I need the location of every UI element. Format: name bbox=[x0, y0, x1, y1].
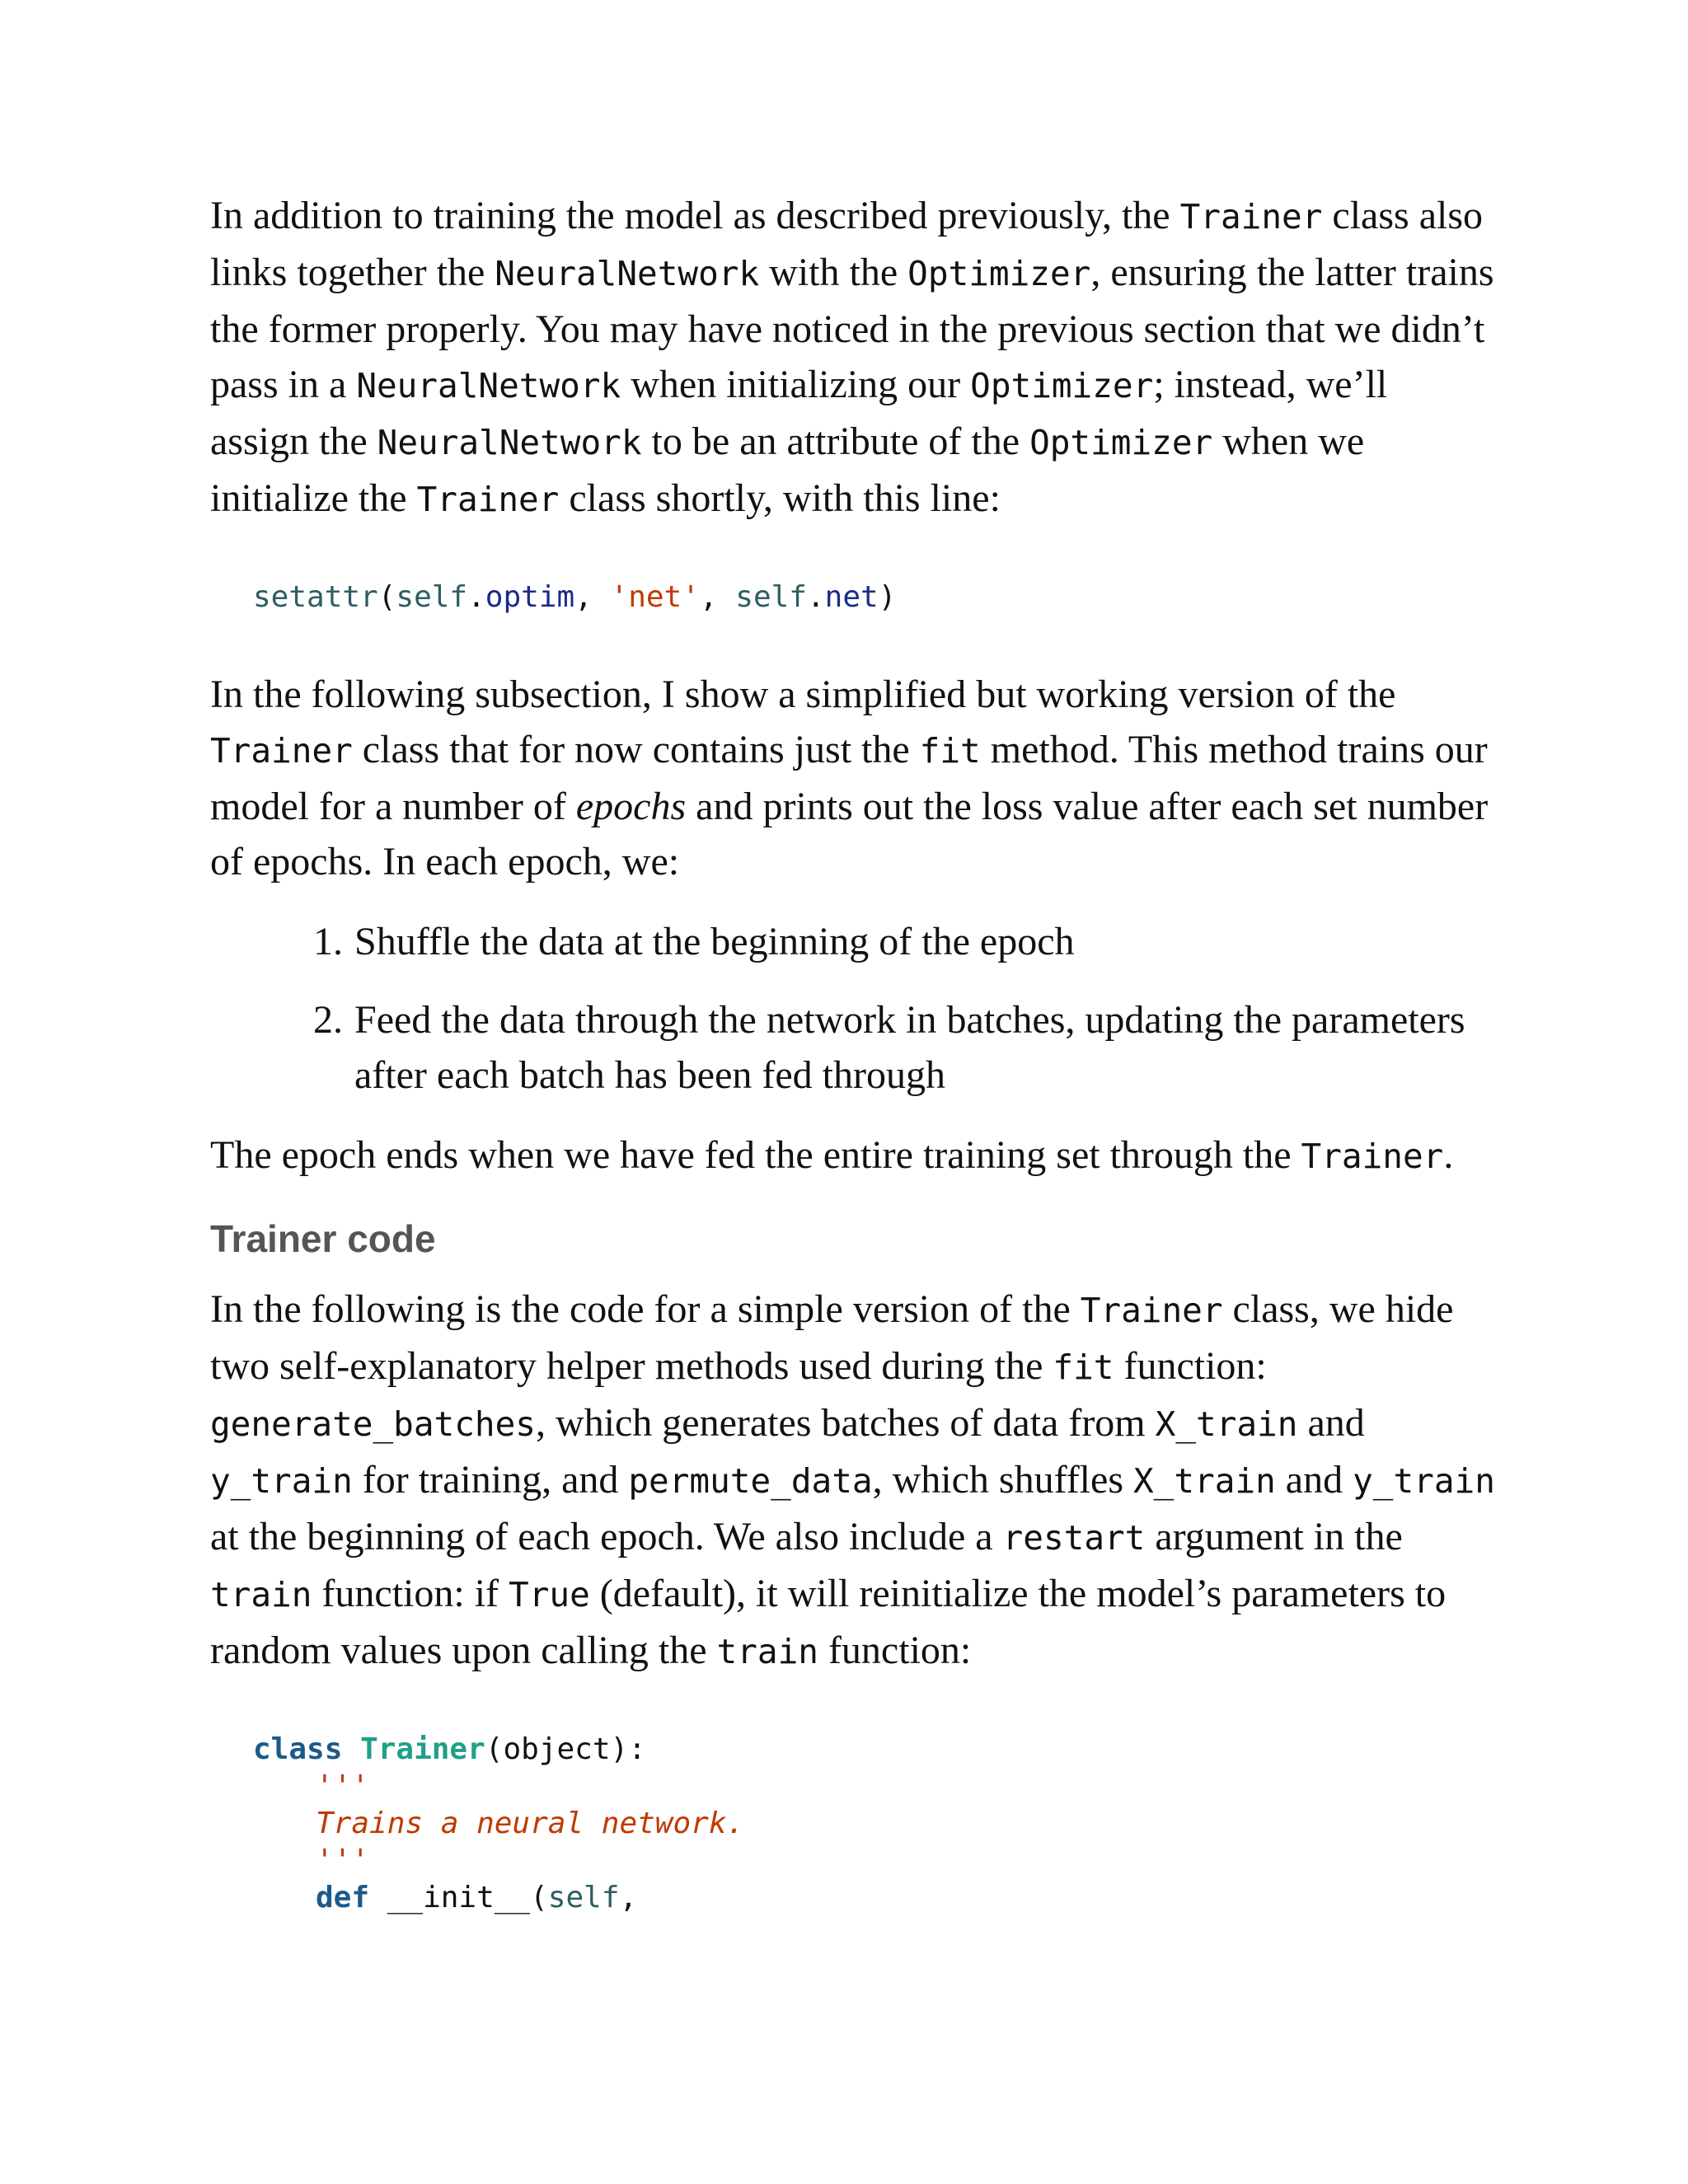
code-line bbox=[253, 1879, 1496, 1916]
inline-code: permute_data bbox=[628, 1461, 873, 1501]
code-token: ''' bbox=[316, 1769, 370, 1803]
code-token: __init__ bbox=[387, 1881, 531, 1915]
text-run: In the following is the code for a simple version of the bbox=[210, 1287, 1081, 1331]
text-run: The epoch ends when we have fed the entire training set through the bbox=[210, 1133, 1301, 1177]
inline-code: True bbox=[509, 1575, 590, 1615]
inline-code: restart bbox=[1002, 1518, 1146, 1558]
code-line bbox=[253, 1768, 1496, 1805]
trainer-class-code-block bbox=[210, 1731, 1496, 1916]
inline-code: Trainer bbox=[416, 480, 560, 519]
code-token: class bbox=[253, 1732, 343, 1766]
code-line bbox=[253, 1805, 1496, 1842]
text-run: function: bbox=[818, 1629, 972, 1672]
code-token: . bbox=[467, 580, 485, 614]
text-run: for training, and bbox=[352, 1458, 629, 1502]
code-token: setattr bbox=[253, 580, 378, 614]
inline-code: Trainer bbox=[210, 731, 353, 771]
code-token: , bbox=[619, 1881, 638, 1915]
code-token: ( bbox=[377, 580, 396, 614]
code-token: ''' bbox=[316, 1844, 370, 1877]
text-run: (default), it will reinitialize the model’s parameters to random values upon calling the bbox=[210, 1572, 1447, 1672]
code-token: optim bbox=[485, 580, 575, 614]
text-run: and bbox=[1297, 1401, 1365, 1445]
text-run: In addition to training the model as described previously, the bbox=[210, 194, 1180, 237]
inline-code: Optimizer bbox=[970, 366, 1154, 405]
text-run: In the following subsection, I show a simplified but working version of the bbox=[210, 673, 1396, 716]
code-token: self bbox=[735, 580, 807, 614]
inline-code: X_train bbox=[1133, 1461, 1276, 1501]
text-run: when initializing our bbox=[621, 363, 971, 406]
inline-code: Optimizer bbox=[1029, 423, 1213, 462]
text-run: class that for now contains just the bbox=[352, 728, 920, 771]
inline-code: NeuralNetwork bbox=[377, 423, 642, 462]
intro-paragraph bbox=[210, 188, 1496, 527]
text-run: , which shuffles bbox=[872, 1458, 1133, 1502]
text-run: and prints out the loss value after each set number of epochs. In each epoch, we: bbox=[210, 785, 1489, 883]
inline-code: y_train bbox=[210, 1461, 353, 1501]
inline-code: train bbox=[716, 1632, 818, 1671]
text-run: function: if bbox=[312, 1572, 509, 1615]
inline-code: fit bbox=[1053, 1347, 1114, 1387]
text-run: class also links together the bbox=[210, 194, 1484, 294]
text-run: to be an attribute of the bbox=[641, 419, 1030, 463]
code-token: , bbox=[574, 580, 611, 614]
text-run: class shortly, with this line: bbox=[559, 476, 1001, 520]
inline-code: Optimizer bbox=[907, 254, 1091, 293]
inline-code: NeuralNetwork bbox=[495, 254, 760, 293]
inline-code: y_train bbox=[1353, 1461, 1495, 1501]
text-run: class, we hide two self-explanatory helper methods used during the bbox=[210, 1287, 1454, 1388]
code-line bbox=[253, 1842, 1496, 1879]
text-run: method. This method trains our model for a number of bbox=[210, 728, 1488, 828]
text-run: argument in the bbox=[1145, 1515, 1403, 1558]
text-run: , which generates batches of data from bbox=[535, 1401, 1156, 1445]
text-run: . bbox=[1443, 1133, 1454, 1177]
list-number: 1. bbox=[313, 920, 343, 963]
inline-code: fit bbox=[919, 731, 981, 771]
code-token: Trains a neural network. bbox=[316, 1807, 745, 1840]
code-token: def bbox=[316, 1881, 370, 1915]
code-token: . bbox=[806, 580, 825, 614]
list-number: 2. bbox=[313, 998, 343, 1042]
list-item bbox=[210, 992, 1496, 1103]
document-page bbox=[210, 188, 1496, 1916]
list-item-text: Shuffle the data at the beginning of the epoch bbox=[354, 920, 1075, 963]
text-run: ; instead, we’ll assign the bbox=[210, 363, 1388, 463]
code-token: self bbox=[547, 1881, 620, 1915]
text-run: when we initialize the bbox=[210, 419, 1365, 520]
code-line bbox=[253, 1731, 1496, 1768]
setattr-code-block bbox=[210, 579, 1496, 616]
code-token: , bbox=[699, 580, 736, 614]
code-token: Trainer bbox=[360, 1732, 485, 1766]
epoch-steps-list bbox=[210, 914, 1496, 1103]
list-item bbox=[210, 914, 1496, 969]
list-item-text: Feed the data through the network in batches, updating the parameters after each batch has been fed through bbox=[354, 998, 1465, 1097]
inline-code: generate_batches bbox=[210, 1404, 536, 1444]
fit-method-paragraph bbox=[210, 667, 1496, 889]
inline-code: train bbox=[210, 1575, 312, 1615]
section-heading: Trainer code bbox=[210, 1217, 436, 1260]
text-run: , ensuring the latter trains the former properly. You may have noticed in the previous section that we didn’t pass in a bbox=[210, 251, 1494, 406]
code-token: net bbox=[824, 580, 879, 614]
text-run: at the beginning of each epoch. We also include a bbox=[210, 1515, 1003, 1558]
inline-code: NeuralNetwork bbox=[356, 366, 621, 405]
trainer-code-paragraph bbox=[210, 1282, 1496, 1680]
code-token: self bbox=[396, 580, 468, 614]
inline-code: Trainer bbox=[1080, 1291, 1223, 1330]
emphasis-text: epochs bbox=[575, 785, 687, 828]
text-run: and bbox=[1275, 1458, 1353, 1502]
text-run: with the bbox=[759, 251, 908, 294]
epoch-end-paragraph bbox=[210, 1127, 1496, 1184]
code-token: 'net' bbox=[610, 580, 700, 614]
code-token: (object): bbox=[485, 1732, 646, 1766]
code-token: ) bbox=[878, 580, 897, 614]
inline-code: Trainer bbox=[1179, 197, 1323, 237]
inline-code: X_train bbox=[1155, 1404, 1298, 1444]
code-token: ( bbox=[530, 1881, 548, 1915]
inline-code: Trainer bbox=[1301, 1137, 1444, 1176]
text-run: function: bbox=[1114, 1344, 1267, 1388]
